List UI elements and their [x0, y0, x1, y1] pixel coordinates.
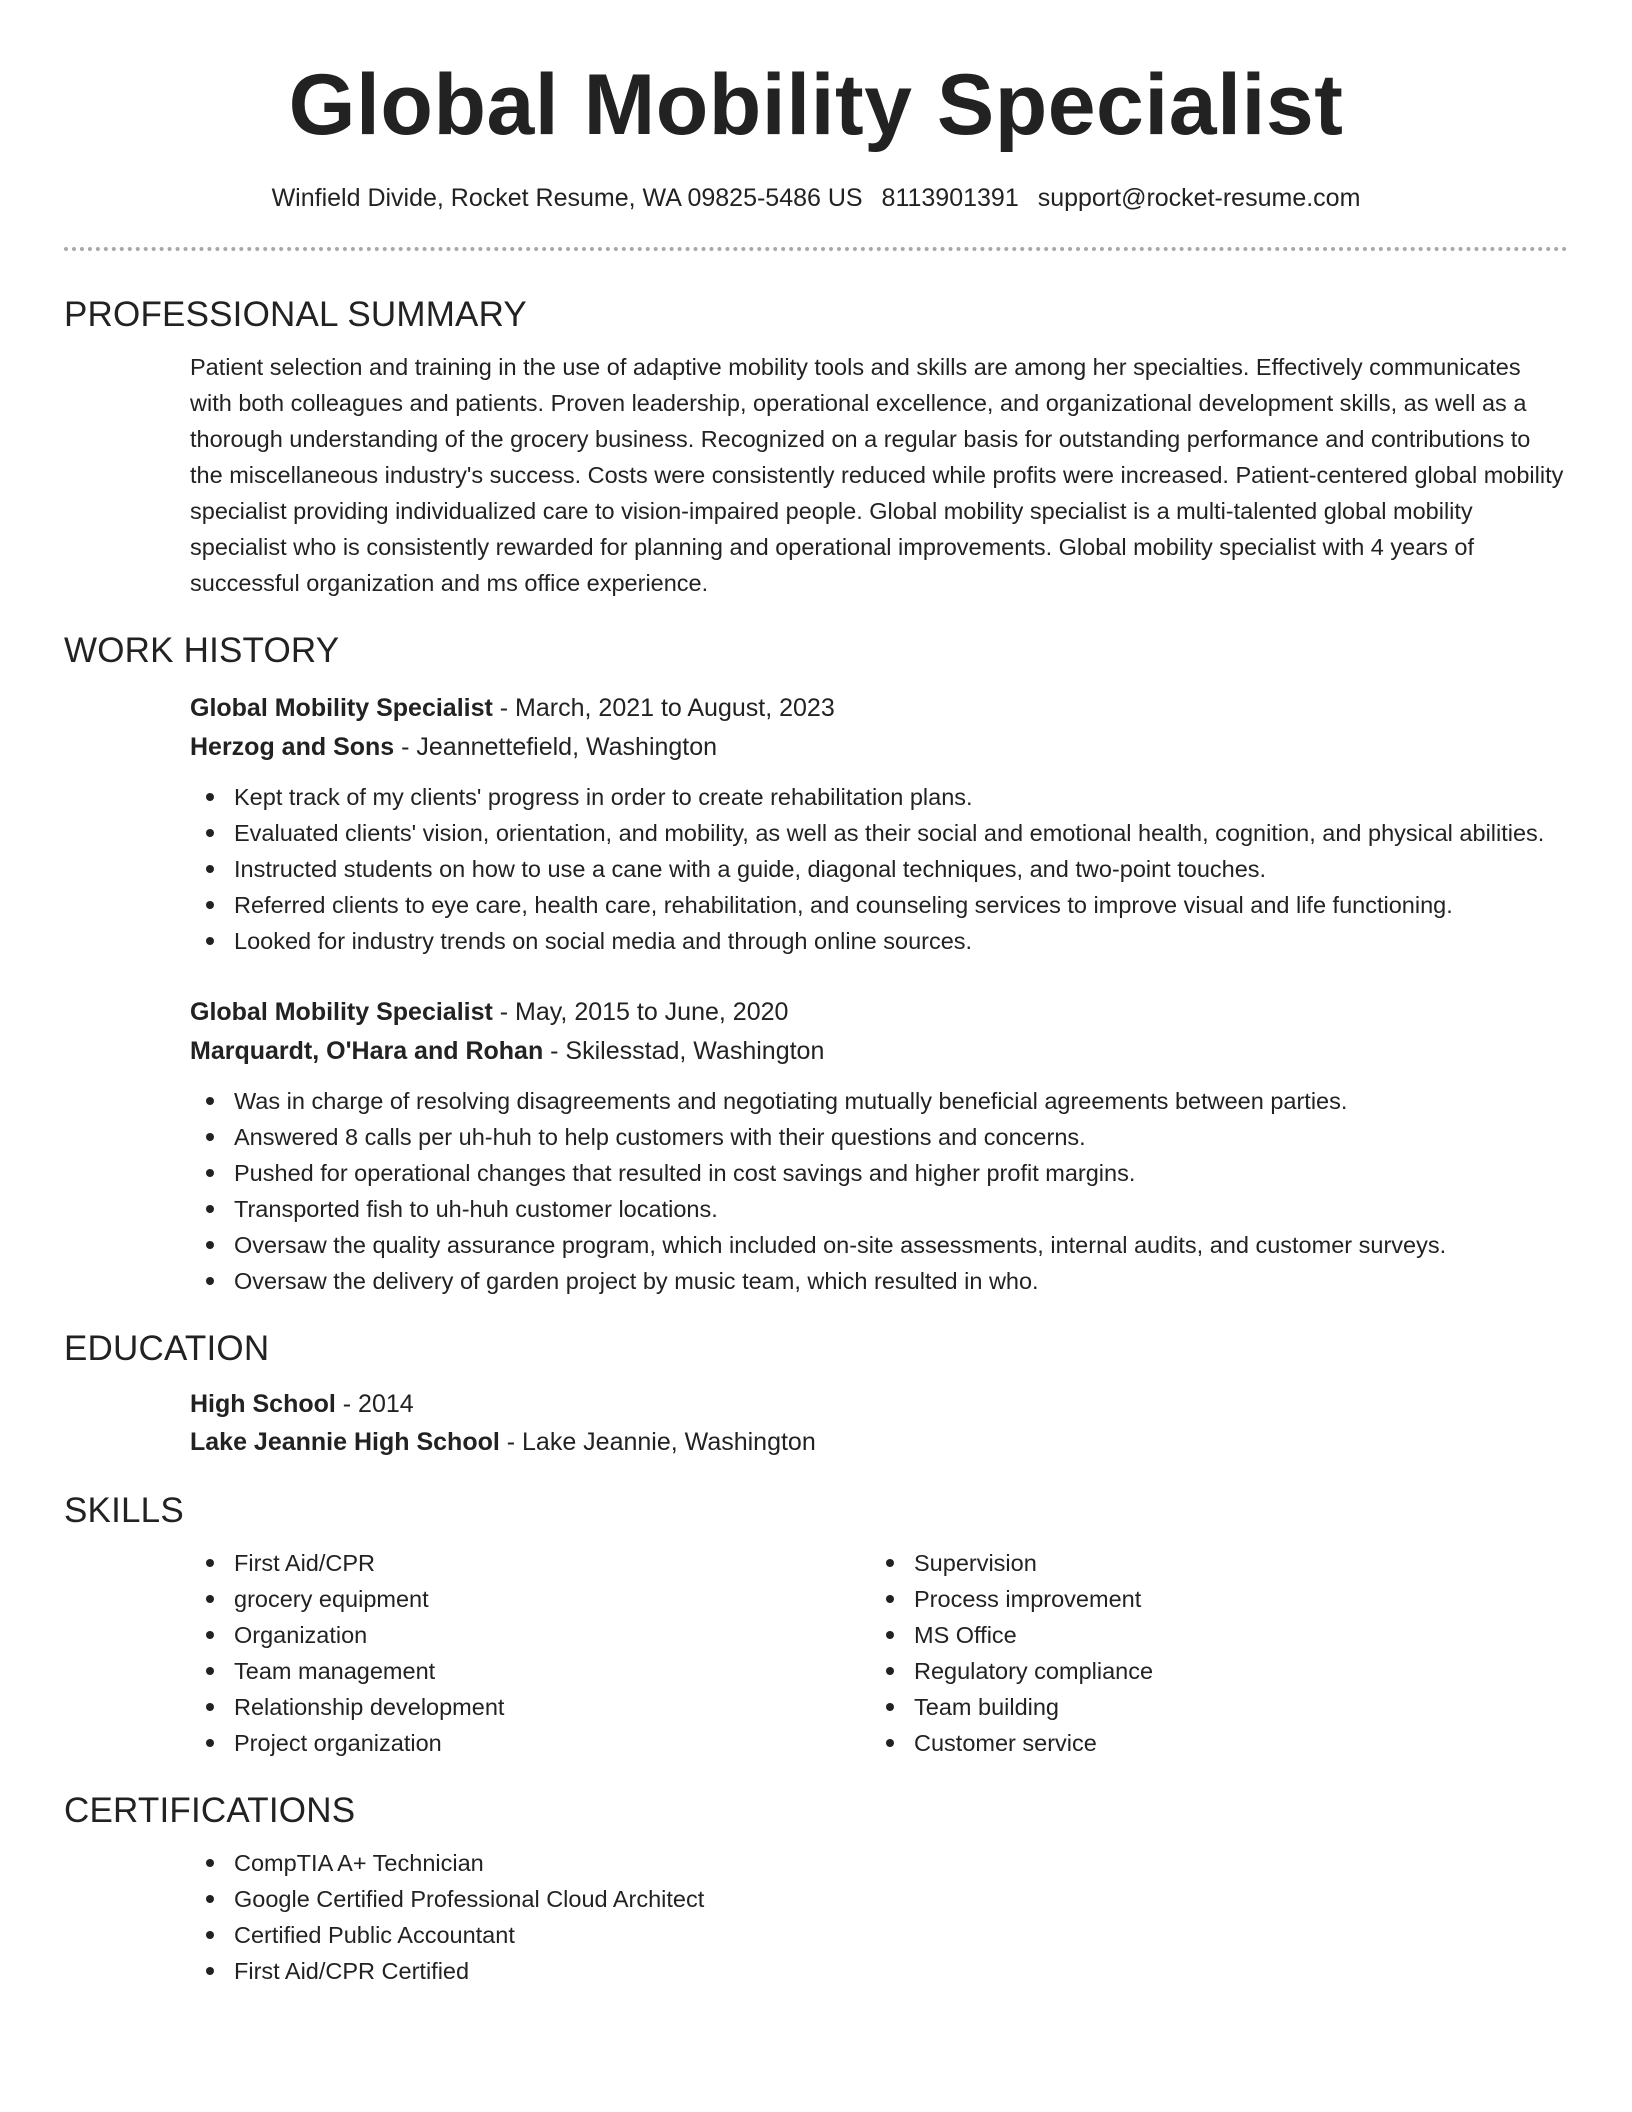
certifications-list	[190, 1845, 1568, 1989]
skills-section	[64, 1491, 1568, 1761]
job-entry	[190, 993, 1568, 1299]
job-entry	[190, 689, 1568, 959]
job-dates: - May, 2015 to June, 2020	[492, 998, 789, 1026]
education-degree: High School	[190, 1390, 336, 1418]
certifications-title: CERTIFICATIONS	[64, 1791, 356, 1830]
job-dates: - March, 2021 to August, 2023	[492, 694, 835, 722]
list-item: Evaluated clients' vision, orientation, and mobility, as well as their social and emotional health, cognition, and physical abilities.	[190, 815, 1568, 851]
job-bullets	[190, 779, 1568, 959]
education-school: Lake Jeannie High School	[190, 1428, 500, 1456]
skills-title: SKILLS	[64, 1491, 184, 1530]
job-company-line	[190, 728, 1568, 767]
list-item: Transported fish to uh-huh customer locations.	[190, 1191, 1568, 1227]
list-item: CompTIA A+ Technician	[190, 1845, 1568, 1881]
education-location: - Lake Jeannie, Washington	[499, 1428, 816, 1456]
candidate-name: Global Mobility Specialist	[288, 57, 1344, 153]
contact-phone: 8113901391	[881, 184, 1019, 212]
list-item: Google Certified Professional Cloud Architect	[190, 1881, 1568, 1917]
summary-section	[64, 295, 1568, 601]
list-item: Answered 8 calls per uh-huh to help customers with their questions and concerns.	[190, 1119, 1568, 1155]
list-item: Team management	[190, 1653, 870, 1689]
list-item: Instructed students on how to use a cane with a guide, diagonal techniques, and two-point touches.	[190, 851, 1568, 887]
list-item: Kept track of my clients' progress in order to create rehabilitation plans.	[190, 779, 1568, 815]
job-role-line	[190, 993, 1568, 1032]
certifications-section	[64, 1791, 1568, 1989]
list-item: Referred clients to eye care, health care, rehabilitation, and counseling services to improve visual and life functioning.	[190, 887, 1568, 923]
job-role: Global Mobility Specialist	[190, 998, 493, 1026]
education-degree-line	[190, 1385, 1568, 1423]
list-item: Relationship development	[190, 1689, 870, 1725]
list-item: Team building	[870, 1689, 1550, 1725]
job-bullets	[190, 1083, 1568, 1299]
job-role-line	[190, 689, 1568, 728]
list-item: Organization	[190, 1617, 870, 1653]
header-divider	[64, 247, 1568, 251]
contact-email: support@rocket-resume.com	[1037, 184, 1361, 212]
skills-left-column	[190, 1545, 870, 1761]
contact-address: Winfield Divide, Rocket Resume, WA 09825-5486 US	[271, 184, 863, 212]
skills-right-column	[870, 1545, 1550, 1761]
list-item: Supervision	[870, 1545, 1550, 1581]
list-item: Certified Public Accountant	[190, 1917, 1568, 1953]
work-history-title: WORK HISTORY	[64, 631, 340, 670]
job-company-line	[190, 1032, 1568, 1071]
list-item: MS Office	[870, 1617, 1550, 1653]
list-item: grocery equipment	[190, 1581, 870, 1617]
job-role: Global Mobility Specialist	[190, 694, 493, 722]
education-school-line	[190, 1423, 1568, 1461]
list-item: Was in charge of resolving disagreements and negotiating mutually beneficial agreements between parties.	[190, 1083, 1568, 1119]
job-location: - Skilesstad, Washington	[543, 1037, 825, 1065]
list-item: Oversaw the delivery of garden project by music team, which resulted in who.	[190, 1263, 1568, 1299]
list-item: Looked for industry trends on social media and through online sources.	[190, 923, 1568, 959]
list-item: Oversaw the quality assurance program, which included on-site assessments, internal audits, and customer surveys.	[190, 1227, 1568, 1263]
job-company: Marquardt, O'Hara and Rohan	[190, 1037, 544, 1065]
list-item: Regulatory compliance	[870, 1653, 1550, 1689]
list-item: Pushed for operational changes that resulted in cost savings and higher profit margins.	[190, 1155, 1568, 1191]
list-item: First Aid/CPR	[190, 1545, 870, 1581]
list-item: First Aid/CPR Certified	[190, 1953, 1568, 1989]
work-history-section	[64, 631, 1568, 1299]
list-item: Project organization	[190, 1725, 870, 1761]
education-section	[64, 1329, 1568, 1461]
education-year: - 2014	[335, 1390, 414, 1418]
contact-line	[64, 184, 1568, 213]
summary-text: Patient selection and training in the use of adaptive mobility tools and skills are among her specialties. Effectively communicates with both colleagues and patients. Proven leadership, operational excellence, and organizational development skills, as well as a thorough understanding of the grocery business. Recognized on a regular basis for outstanding performance and contributions to the miscellaneous industry's success. Costs were consistently reduced while profits were increased. Patient-centered global mobility specialist providing individualized care to vision-impaired people. Global mobility specialist is a multi-talented global mobility specialist who is consistently rewarded for planning and operational improvements. Global mobility specialist with 4 years of successful organization and ms office experience.	[190, 354, 1564, 596]
job-company: Herzog and Sons	[190, 733, 395, 761]
job-location: - Jeannettefield, Washington	[394, 733, 718, 761]
list-item: Process improvement	[870, 1581, 1550, 1617]
summary-title: PROFESSIONAL SUMMARY	[64, 295, 527, 334]
education-title: EDUCATION	[64, 1329, 270, 1368]
list-item: Customer service	[870, 1725, 1550, 1761]
